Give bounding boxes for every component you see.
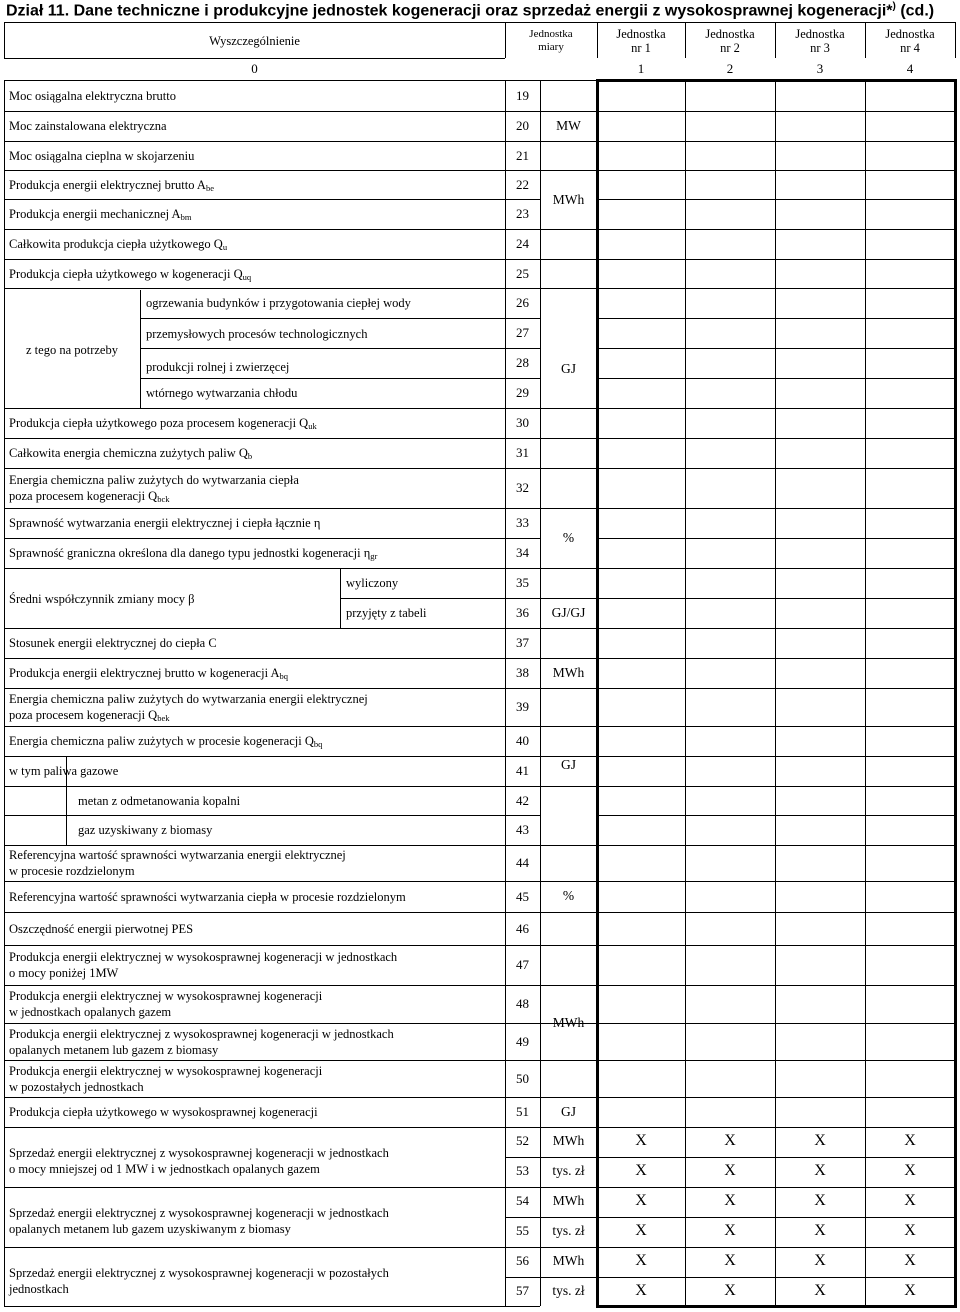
row-number-53: 53	[516, 1163, 529, 1178]
row-label-49: Produkcja energii elektrycznej z wysokosprawnej kogeneracji w jednostkach	[9, 1026, 394, 1041]
sales-label-3: jednostkach	[9, 1281, 69, 1296]
row-line	[140, 318, 540, 319]
not-applicable-mark: X	[904, 1281, 916, 1299]
row-label-48: Produkcja energii elektrycznej w wysokosprawnej kogeneracji	[9, 989, 323, 1003]
row-number-50: 50	[516, 1070, 529, 1086]
row-line	[4, 1187, 540, 1188]
unit-cell-line	[540, 1060, 597, 1061]
unit-cell-line	[540, 658, 597, 659]
unit-cell-line	[540, 881, 597, 882]
row-number-35: 35	[516, 575, 529, 590]
row-line	[597, 568, 955, 569]
column-index-2: 2	[726, 61, 734, 76]
row-number-31: 31	[516, 445, 529, 460]
row-line	[597, 1247, 955, 1248]
sales-label-1: Sprzedaż energii elektrycznej z wysokosprawnej kogeneracji w jednostkach	[9, 1146, 389, 1160]
row-label-38: Produkcja energii elektrycznej brutto w kogeneracji $A_{bq}$	[9, 666, 289, 681]
row-number-40: 40	[516, 733, 529, 748]
unit-cell-line	[540, 945, 597, 946]
not-applicable-mark: X	[814, 1132, 826, 1149]
row-line	[597, 1217, 955, 1218]
row-number-26: 26	[516, 295, 529, 310]
row-line	[597, 508, 955, 509]
unit-cell-line	[540, 80, 597, 81]
row-label-24: Całkowita produkcja ciepła użytkowego $Q_u$	[9, 237, 228, 252]
row-number-28: 28	[516, 355, 529, 370]
row-line	[597, 658, 955, 659]
row-label-33: Sprawność wytwarzania energii elektrycznej i ciepła łącznie η	[9, 516, 321, 530]
unit-cell-line	[540, 408, 597, 409]
row-label-31: Całkowita energia chemiczna zużytych paliw $Q_b$	[9, 446, 253, 461]
row-label-47: Produkcja energii elektrycznej w wysokosprawnej kogeneracji w jednostkach	[9, 950, 398, 964]
not-applicable-mark: X	[904, 1132, 916, 1149]
row-number-41: 41	[516, 763, 529, 778]
row-line	[4, 111, 540, 112]
row-number-47: 47	[516, 957, 529, 972]
not-applicable-mark: X	[814, 1192, 826, 1209]
row-line	[4, 726, 540, 727]
row-line	[4, 568, 540, 569]
unit-cell-line	[540, 1187, 597, 1188]
row-number-52: 52	[516, 1133, 529, 1148]
row-line	[4, 688, 540, 689]
row-line	[597, 438, 955, 439]
row-line	[597, 881, 955, 882]
row-label-43: gaz uzyskiwany z biomasy	[78, 823, 213, 837]
row-label-26: ogrzewania budynków i przygotowania ciepłej wody	[146, 296, 411, 310]
unit-cell-line	[540, 726, 597, 727]
sales-unit: tys. zł	[552, 1282, 585, 1298]
row-label-29: wtórnego wytwarzania chłodu	[146, 386, 298, 400]
row-number-34: 34	[516, 545, 529, 560]
unit-cell-line	[540, 229, 597, 230]
unit-cell-line	[540, 111, 597, 112]
not-applicable-mark: X	[904, 1162, 916, 1179]
row-line	[597, 1187, 955, 1188]
row-line	[4, 438, 540, 439]
not-applicable-mark: X	[724, 1162, 736, 1179]
row-line	[597, 408, 955, 409]
row-line	[4, 881, 540, 882]
row-line	[597, 945, 955, 946]
sales-label-3: Sprzedaż energii elektrycznej z wysokosprawnej kogeneracji w pozostałych	[9, 1265, 389, 1280]
unit-column-divider	[775, 80, 776, 1306]
column-header-unit-2: Jednostka	[705, 27, 755, 41]
row-label-23: Produkcja energii mechanicznej $A_{bm}$	[9, 207, 192, 222]
row-line	[597, 378, 955, 379]
row-line	[597, 912, 955, 913]
not-applicable-mark: X	[635, 1132, 647, 1149]
unit-cell-line	[540, 1127, 597, 1128]
column-header-unit-1: nr 1	[631, 41, 651, 55]
row-label-39: Energia chemiczna paliw zużytych do wytwarzania energii elektrycznej	[9, 692, 368, 706]
row-line	[597, 288, 955, 289]
row-line	[140, 378, 540, 379]
row-number-32: 32	[516, 480, 529, 495]
row-line	[4, 786, 540, 787]
row-label-39: poza procesem kogeneracji $Q_{bek}$	[9, 708, 170, 723]
unit-cell-line	[540, 985, 597, 986]
row-line	[597, 229, 955, 230]
not-applicable-mark: X	[724, 1281, 736, 1299]
row-number-45: 45	[516, 888, 529, 904]
row-number-33: 33	[516, 515, 529, 530]
row-line	[597, 199, 955, 200]
row-number-36: 36	[516, 605, 529, 620]
unit-percent: %	[562, 530, 575, 545]
column-index-3: 3	[816, 61, 824, 76]
row-line	[597, 815, 955, 816]
row-line	[4, 628, 540, 629]
row-line	[4, 985, 540, 986]
row-line	[505, 1157, 540, 1158]
row-label-22: Produkcja energii elektrycznej brutto $A_{be}$	[9, 177, 214, 193]
row-line	[4, 1060, 540, 1061]
unit-cell-line	[540, 288, 597, 289]
header-divider	[4, 58, 505, 59]
unit-cell-line	[540, 1247, 597, 1248]
unit-percent: %	[562, 888, 575, 903]
row-number-24: 24	[516, 236, 529, 251]
row-number-57: 57	[516, 1282, 529, 1298]
not-applicable-mark: X	[635, 1192, 647, 1209]
column-header-unit-1: Jednostka	[616, 27, 666, 41]
row-label-50: Produkcja energii elektrycznej w wysokosprawnej kogeneracji	[9, 1063, 323, 1078]
not-applicable-mark: X	[635, 1281, 647, 1299]
not-applicable-mark: X	[904, 1192, 916, 1209]
unit-column-divider	[865, 80, 866, 1306]
column-header-unit-3: Jednostka	[795, 27, 845, 41]
row-number-46: 46	[516, 920, 529, 936]
unit-cell-line	[540, 1097, 597, 1098]
sales-label-2: Sprzedaż energii elektrycznej z wysokosprawnej kogeneracji w jednostkach	[9, 1206, 389, 1220]
row-number-23: 23	[516, 206, 529, 221]
row-line	[597, 1060, 955, 1061]
row-label-47: o mocy poniżej 1MW	[9, 966, 119, 980]
row-line	[597, 468, 955, 469]
row-line	[597, 170, 955, 171]
row-line	[4, 658, 540, 659]
sales-label-2: opalanych metanem lub gazem uzyskiwanym z biomasy	[9, 1222, 291, 1236]
unit-cell-line	[540, 598, 597, 599]
row-line	[597, 538, 955, 539]
column-index-1: 1	[637, 61, 645, 76]
unit-cell-line	[540, 170, 597, 171]
row-label-35: wyliczony	[346, 576, 399, 590]
row-line	[4, 1023, 540, 1024]
row-line	[4, 508, 540, 509]
row-number-19: 19	[516, 87, 529, 103]
row-number-21: 21	[516, 147, 529, 163]
unit-cell-line	[540, 845, 597, 846]
row-line	[597, 318, 955, 319]
row-line	[4, 468, 540, 469]
group-label-z-tego: z tego na potrzeby	[26, 343, 118, 357]
column-index-4: 4	[906, 61, 914, 76]
row-label-32: Energia chemiczna paliw zużytych do wytwarzania ciepła	[9, 473, 299, 487]
row-line	[4, 845, 540, 846]
column-index-0: 0	[251, 61, 258, 76]
unit-cell-line	[540, 786, 597, 787]
unit-gj: GJ	[560, 1104, 576, 1119]
row-number-51: 51	[516, 1104, 529, 1119]
unit-mwh: MWh	[552, 192, 585, 207]
column-header-unit-4: nr 4	[900, 41, 920, 55]
row-line	[4, 1247, 540, 1248]
unit-cell-line	[540, 468, 597, 469]
unit-gj: GJ	[560, 361, 576, 376]
row-number-20: 20	[516, 118, 529, 133]
row-line	[597, 985, 955, 986]
row-line	[597, 598, 955, 599]
row-number-42: 42	[516, 792, 529, 808]
not-applicable-mark: X	[724, 1192, 736, 1209]
row-line	[597, 1097, 955, 1098]
sales-unit: MWh	[552, 1133, 585, 1148]
row-label-27: przemysłowych procesów technologicznych	[146, 327, 368, 341]
row-label-36: przyjęty z tabeli	[346, 606, 427, 620]
column-header-unit-3: nr 3	[810, 41, 830, 55]
group-divider	[340, 568, 341, 628]
row-line	[4, 945, 540, 946]
sales-unit: MWh	[552, 1193, 585, 1208]
unit-column-left	[540, 80, 541, 1306]
row-number-37: 37	[516, 635, 529, 650]
row-label-51: Produkcja ciepła użytkowego w wysokosprawnej kogeneracji	[9, 1105, 318, 1119]
not-applicable-mark: X	[724, 1252, 736, 1269]
row-line	[140, 348, 540, 349]
unit-cell-line	[540, 688, 597, 689]
num-column-left	[505, 80, 506, 1306]
row-label-21: Moc osiągalna cieplna w skojarzeniu	[9, 148, 195, 163]
row-label-44: w procesie rozdzielonym	[9, 864, 135, 878]
row-line	[4, 199, 540, 200]
row-number-30: 30	[516, 415, 529, 430]
row-number-49: 49	[516, 1033, 529, 1049]
row-line	[597, 348, 955, 349]
row-line	[597, 1023, 955, 1024]
row-label-50: w pozostałych jednostkach	[9, 1079, 144, 1094]
row-line	[4, 815, 540, 816]
unit-cell-line	[540, 1217, 597, 1218]
row-number-22: 22	[516, 176, 529, 192]
row-line	[4, 538, 540, 539]
row-number-56: 56	[516, 1253, 529, 1268]
row-line	[4, 408, 540, 409]
row-label-25: Produkcja ciepła użytkowego w kogeneracji $Q_{uq}$	[9, 266, 252, 282]
not-applicable-mark: X	[904, 1252, 916, 1269]
unit-cell-line	[540, 628, 597, 629]
unit-cell-line	[540, 568, 597, 569]
row-label-46: Oszczędność energii pierwotnej PES	[9, 921, 194, 936]
row-number-54: 54	[516, 1193, 529, 1208]
row-line	[597, 80, 955, 81]
row-label-19: Moc osiągalna elektryczna brutto	[9, 88, 176, 103]
column-header-unit: miary	[538, 41, 564, 53]
unit-mwh: MWh	[552, 1015, 585, 1030]
row-line	[597, 111, 955, 112]
row-label-28: produkcji rolnej i zwierzęcej	[146, 360, 290, 374]
row-line	[597, 1127, 955, 1128]
row-line	[4, 1127, 540, 1128]
row-label-42: metan z odmetanowania kopalni	[78, 793, 241, 808]
unit-cell-line	[540, 1277, 597, 1278]
not-applicable-mark: X	[814, 1281, 826, 1299]
row-line	[4, 912, 540, 913]
row-line	[4, 756, 540, 757]
row-line	[505, 1277, 540, 1278]
row-number-44: 44	[516, 855, 529, 870]
sales-unit: tys. zł	[552, 1163, 585, 1178]
row-line	[597, 1157, 955, 1158]
row-label-41: w tym paliwa gazowe	[9, 764, 119, 778]
sales-unit: MWh	[552, 1253, 585, 1268]
row-label-48: w jednostkach opalanych gazem	[9, 1005, 172, 1019]
not-applicable-mark: X	[724, 1222, 736, 1239]
row-number-29: 29	[516, 385, 529, 400]
sales-label-1: o mocy mniejszej od 1 MW i w jednostkach opalanych gazem	[9, 1162, 320, 1176]
row-line	[4, 1097, 540, 1098]
column-header-spec: Wyszczególnienie	[209, 34, 300, 48]
column-header-unit: Jednostka	[529, 28, 573, 40]
not-applicable-mark: X	[814, 1162, 826, 1179]
unit-mw: MW	[556, 118, 581, 133]
not-applicable-mark: X	[814, 1222, 826, 1239]
row-line	[597, 756, 955, 757]
row-line	[597, 688, 955, 689]
row-line	[597, 1277, 955, 1278]
data-area-right-border	[954, 80, 957, 1306]
row-number-39: 39	[516, 699, 529, 714]
group-label-beta: Średni współczynnik zmiany mocy β	[9, 592, 195, 606]
row-line	[4, 259, 540, 260]
unit-cell-line	[540, 141, 597, 142]
row-label-37: Stosunek energii elektrycznej do ciepła C	[9, 636, 217, 650]
row-number-55: 55	[516, 1223, 529, 1238]
table-top-border	[4, 22, 955, 23]
row-label-32: poza procesem kogeneracji $Q_{bck}$	[9, 489, 170, 504]
row-label-45: Referencyjna wartość sprawności wytwarzania ciepła w procesie rozdzielonym	[9, 889, 406, 904]
unit-cell-line	[540, 259, 597, 260]
unit-cell-line	[540, 912, 597, 913]
row-label-34: Sprawność graniczna określona dla danego typu jednostki kogeneracji $\eta_{gr}$	[9, 546, 378, 561]
row-number-25: 25	[516, 265, 529, 281]
unit-cell-line	[540, 1157, 597, 1158]
not-applicable-mark: X	[635, 1252, 647, 1269]
row-label-49: opalanych metanem lub gazem z biomasy	[9, 1042, 219, 1057]
sales-unit: tys. zł	[552, 1223, 585, 1238]
not-applicable-mark: X	[724, 1132, 736, 1149]
not-applicable-mark: X	[814, 1252, 826, 1269]
row-label-30: Produkcja ciepła użytkowego poza procesem kogeneracji $Q_{uk}$	[9, 416, 317, 431]
unit-cell-line	[540, 508, 597, 509]
unit-cell-line	[540, 438, 597, 439]
row-line	[597, 726, 955, 727]
row-label-44: Referencyjna wartość sprawności wytwarzania energii elektrycznej	[9, 848, 346, 862]
row-label-40: Energia chemiczna paliw zużytych w procesie kogeneracji $Q_{bq}$	[9, 734, 323, 749]
section-title: Dział 11. Dane techniczne i produkcyjne jednostek kogeneracji oraz sprzedaż energii z wysokosprawnej kogeneracji*) (cd.)	[6, 1, 935, 20]
row-line	[597, 1306, 955, 1307]
column-header-unit-2: nr 2	[720, 41, 740, 55]
row-line	[4, 170, 540, 171]
row-line	[4, 1306, 540, 1307]
group-divider	[140, 290, 141, 408]
unit-gj: GJ	[560, 757, 576, 772]
row-number-43: 43	[516, 822, 529, 837]
row-line	[4, 141, 540, 142]
not-applicable-mark: X	[635, 1222, 647, 1239]
not-applicable-mark: X	[904, 1222, 916, 1239]
unit-gj-gj: GJ/GJ	[551, 605, 586, 620]
row-line	[597, 259, 955, 260]
row-number-38: 38	[516, 665, 529, 680]
row-line	[340, 598, 540, 599]
row-line	[597, 141, 955, 142]
row-line	[4, 288, 540, 289]
unit-mwh: MWh	[552, 665, 585, 680]
row-number-48: 48	[516, 996, 529, 1011]
row-number-27: 27	[516, 325, 529, 340]
table-left-border	[4, 80, 5, 1306]
column-header-unit-4: Jednostka	[885, 27, 935, 41]
row-line	[4, 229, 540, 230]
row-line	[4, 80, 540, 81]
data-area-left-border	[596, 80, 599, 1306]
not-applicable-mark: X	[635, 1162, 647, 1179]
header-right-border	[955, 22, 956, 58]
unit-column-divider	[685, 80, 686, 1306]
row-line	[597, 786, 955, 787]
row-line	[505, 1217, 540, 1218]
row-line	[597, 628, 955, 629]
row-label-20: Moc zainstalowana elektryczna	[9, 119, 167, 133]
row-line	[597, 845, 955, 846]
